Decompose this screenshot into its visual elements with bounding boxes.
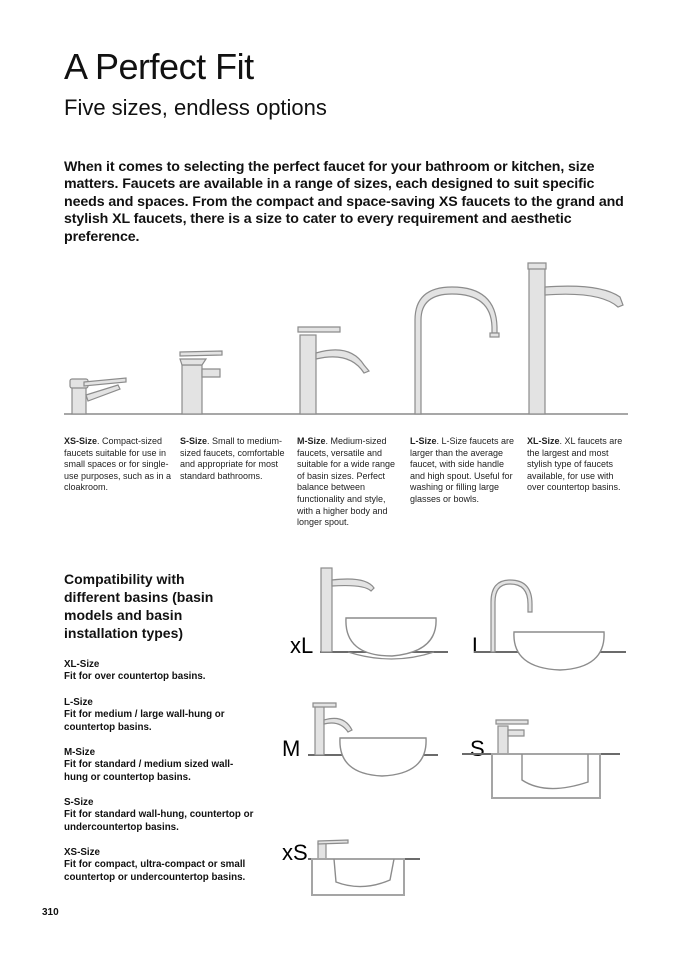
compat-item-xl: XL-Size Fit for over countertop basins.: [64, 659, 206, 683]
compat-item-m: M-Size Fit for standard / medium sized wall-hung or countertop basins.: [64, 747, 234, 783]
faucet-description-m: M-Size. Medium-sized faucets, versatile and suitable for a wide range of basin sizes. Perfect balance between functionality and style, with a higher body and longer spout.: [297, 436, 396, 528]
basin-compatibility-illustration: [278, 560, 633, 905]
page-title: A Perfect Fit: [64, 46, 254, 87]
xl-size-label: xL: [290, 633, 314, 658]
faucet-description-xs: XS-Size. Compact-sized faucets suitable for use in small spaces or for single-use purposes, such as in a cloakroom.: [64, 436, 172, 493]
s-size-label: S: [470, 736, 485, 761]
m-size-label: M: [282, 736, 301, 761]
xl-basin-image: [290, 568, 448, 659]
intro-paragraph: When it comes to selecting the perfect faucet for your bathroom or kitchen, size matters. Faucets are available in a range of sizes, each designed to suit specific needs and spaces. From the compact and space-saving XS faucets to the grand and stylish XL faucets, there is a size to cater to every requirement and aesthetic preference.: [64, 159, 624, 245]
faucet-lineup-illustration: [60, 255, 630, 420]
l-faucet-image: [415, 287, 499, 414]
xl-faucet-image: [528, 263, 623, 414]
m-faucet-image: [298, 327, 369, 414]
m-basin-image: [282, 703, 438, 776]
s-basin-image: [462, 720, 620, 798]
xs-size-label: xS: [282, 840, 308, 865]
xs-basin-image: [282, 840, 420, 895]
compatibility-heading: Compatibility with different basins (basin models and basin installation types): [64, 571, 214, 641]
faucet-description-l: L-Size. L-Size faucets are larger than the average faucet, with side handle and high spout. Useful for washing or filling large glasses or bowls.: [410, 436, 515, 504]
xs-faucet-image: [70, 378, 126, 414]
compat-item-xs: XS-Size Fit for compact, ultra-compact or small countertop or undercountertop basins.: [64, 847, 246, 883]
page-number: 310: [42, 907, 59, 918]
l-basin-image: [472, 580, 626, 670]
page-subtitle: Five sizes, endless options: [64, 95, 327, 120]
s-faucet-image: [180, 351, 222, 414]
compat-item-s: S-Size Fit for standard wall-hung, countertop or undercountertop basins.: [64, 797, 254, 833]
l-size-label: L: [472, 633, 485, 658]
compat-item-l: L-Size Fit for medium / large wall-hung or countertop basins.: [64, 697, 225, 733]
faucet-description-xl: XL-Size. XL faucets are the largest and most stylish type of faucets available, for use with over countertop basins.: [527, 436, 623, 493]
faucet-description-s: S-Size. Small to medium-sized faucets, comfortable and appropriate for most standard bathrooms.: [180, 436, 285, 481]
